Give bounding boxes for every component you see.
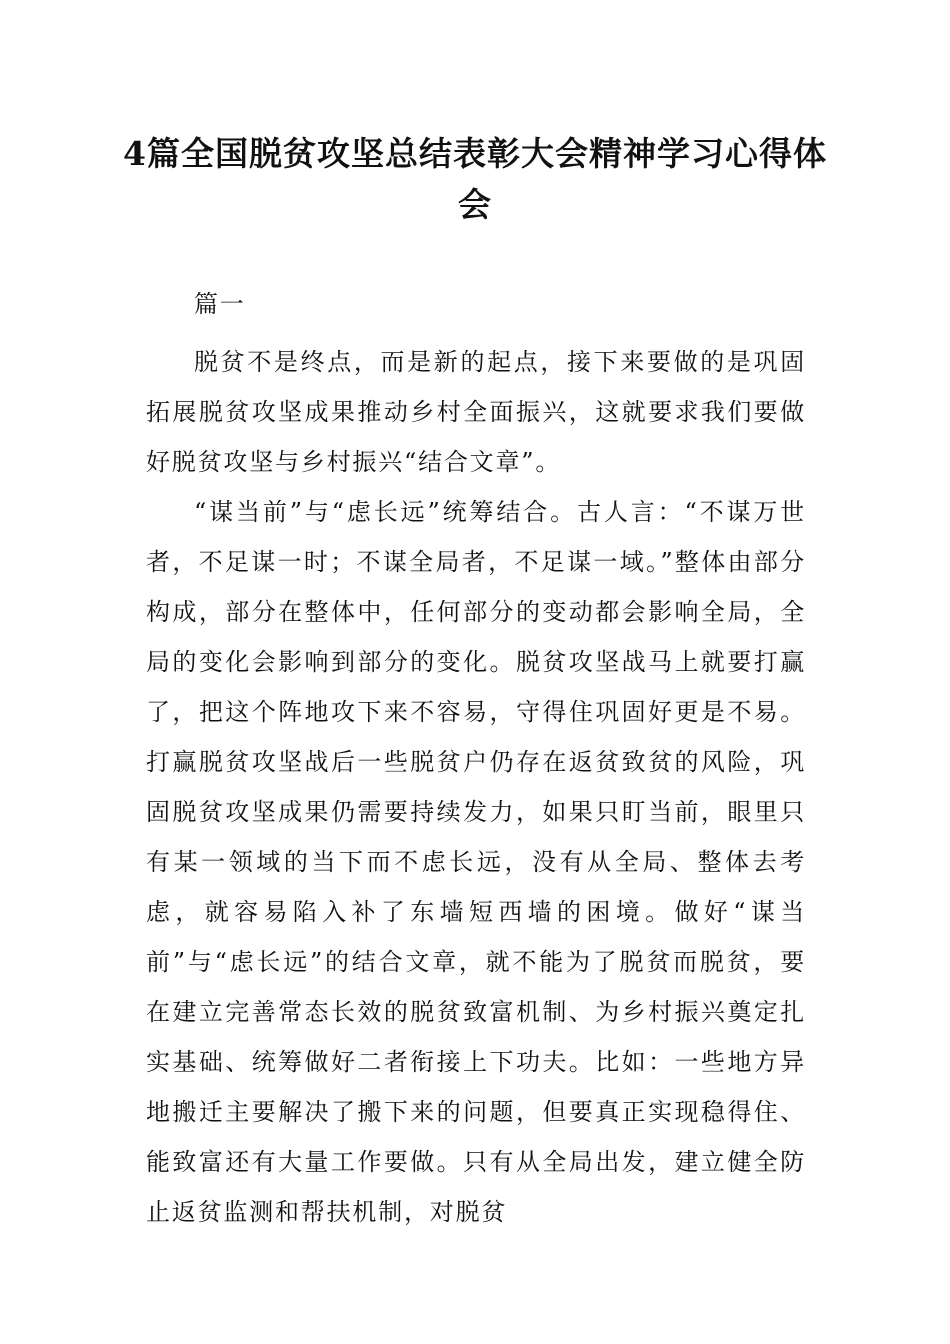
section-label: 篇一 [194, 290, 246, 318]
paragraph-1: 脱贫不是终点，而是新的起点，接下来要做的是巩固拓展脱贫攻坚成果推动乡村全面振兴，这就要求我们要做好脱贫攻坚与乡村振兴“结合文章”。 [146, 348, 806, 476]
document-title: 4篇全国脱贫攻坚总结表彰大会精神学习心得体会 [123, 134, 827, 224]
document-body [146, 279, 806, 1237]
paragraph-2: “谋当前”与“虑长远”统筹结合。古人言：“不谋万世者，不足谋一时；不谋全局者，不足谋一域。”整体由部分构成，部分在整体中，任何部分的变动都会影响全局，全局的变化会影响到部分的变化。脱贫攻坚战马上就要打赢了，把这个阵地攻下来不容易，守得住巩固好更是不易。打赢脱贫攻坚战后一些脱贫户仍存在返贫致贫的风险，巩固脱贫攻坚成果仍需要持续发力，如果只盯当前，眼里只有某一领域的当下而不虑长远，没有从全局、整体去考虑，就容易陷入补了东墙短西墙的困境。做好“谋当前”与“虑长远”的结合文章，就不能为了脱贫而脱贫，要在建立完善常态长效的脱贫致富机制、为乡村振兴奠定扎实基础、统筹做好二者衔接上下功夫。比如：一些地方异地搬迁主要解决了搬下来的问题，但要真正实现稳得住、能致富还有大量工作要做。只有从全局出发，建立健全防止返贫监测和帮扶机制，对脱贫 [146, 498, 806, 1226]
